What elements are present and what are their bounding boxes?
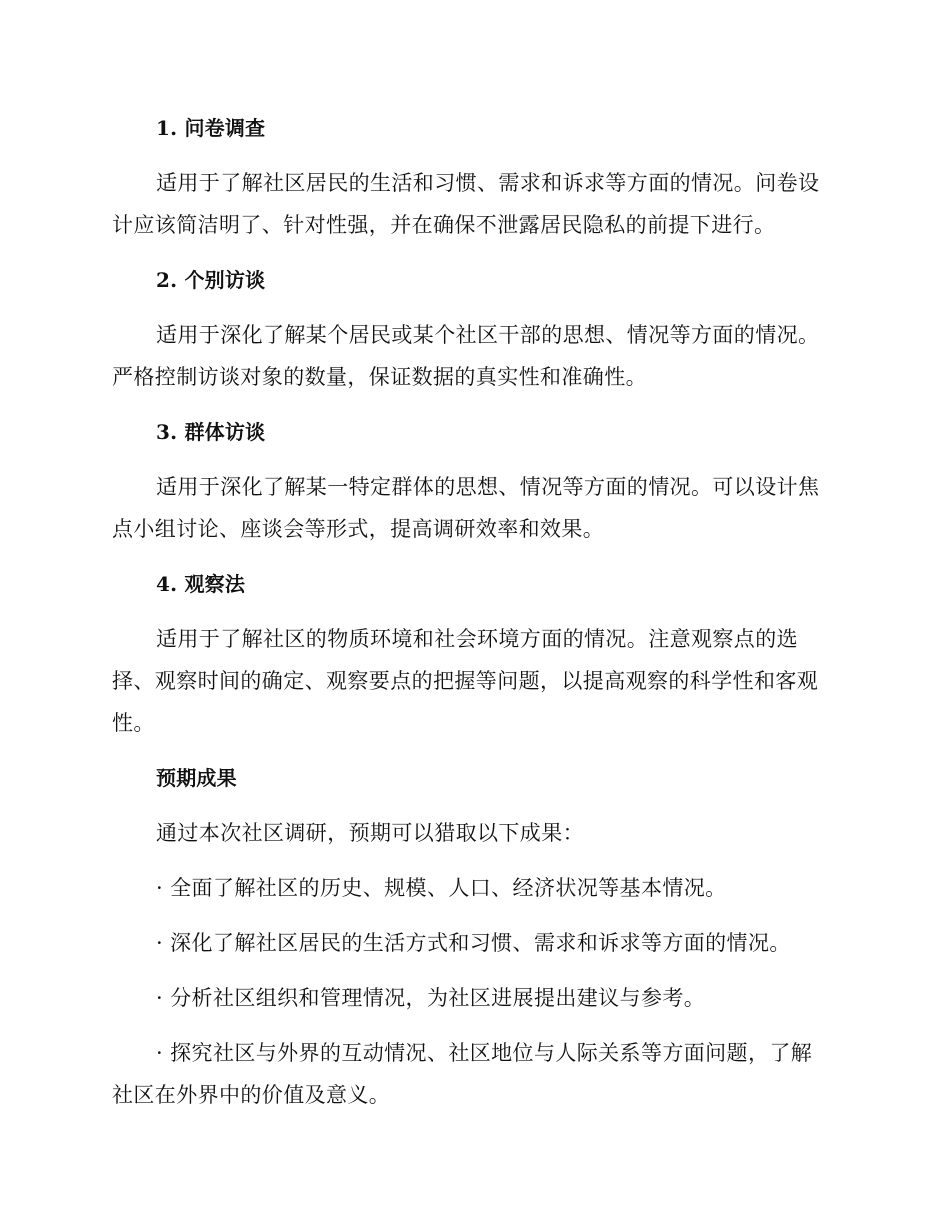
paragraph-line: 适用于深化了解某个居民或某个社区干部的思想、情况等方面的情况。 [156, 323, 820, 347]
paragraph-line: 计应该简洁明了、针对性强，并在确保不泄露居民隐私的前提下进行。 [112, 213, 776, 237]
section-heading-group-interview: 3. 群体访谈 [156, 420, 266, 444]
outcome-bullet: · 探究社区与外界的互动情况、社区地位与人际关系等方面问题，了解 [156, 1041, 813, 1065]
outcome-bullet: · 深化了解社区居民的生活方式和习惯、需求和诉求等方面的情况。 [156, 931, 791, 955]
outcome-bullet: · 分析社区组织和管理情况，为社区进展提出建议与参考。 [156, 986, 706, 1010]
paragraph-line: 适用于深化了解某一特定群体的思想、情况等方面的情况。可以设计焦 [156, 475, 820, 499]
paragraph-line: 严格控制访谈对象的数量，保证数据的真实性和准确性。 [112, 365, 647, 389]
outcome-bullet-continuation: 社区在外界中的价值及意义。 [112, 1083, 391, 1107]
paragraph-line: 点小组讨论、座谈会等形式，提高调研效率和效果。 [112, 517, 605, 541]
paragraph-line: 择、观察时间的确定、观察要点的把握等问题，以提高观察的科学性和客观 [112, 669, 819, 693]
outcomes-intro: 通过本次社区调研，预期可以猎取以下成果： [156, 821, 584, 845]
outcome-bullet: · 全面了解社区的历史、规模、人口、经济状况等基本情况。 [156, 876, 727, 900]
paragraph-line: 性。 [112, 711, 155, 735]
section-heading-individual-interview: 2. 个别访谈 [156, 268, 266, 292]
section-heading-observation: 4. 观察法 [156, 572, 246, 596]
paragraph-line: 适用于了解社区的物质环境和社会环境方面的情况。注意观察点的选 [156, 627, 798, 651]
paragraph-line: 适用于了解社区居民的生活和习惯、需求和诉求等方面的情况。问卷设 [156, 171, 820, 195]
section-heading-expected-outcomes: 预期成果 [156, 766, 237, 790]
section-heading-questionnaire: 1. 问卷调查 [156, 116, 266, 140]
